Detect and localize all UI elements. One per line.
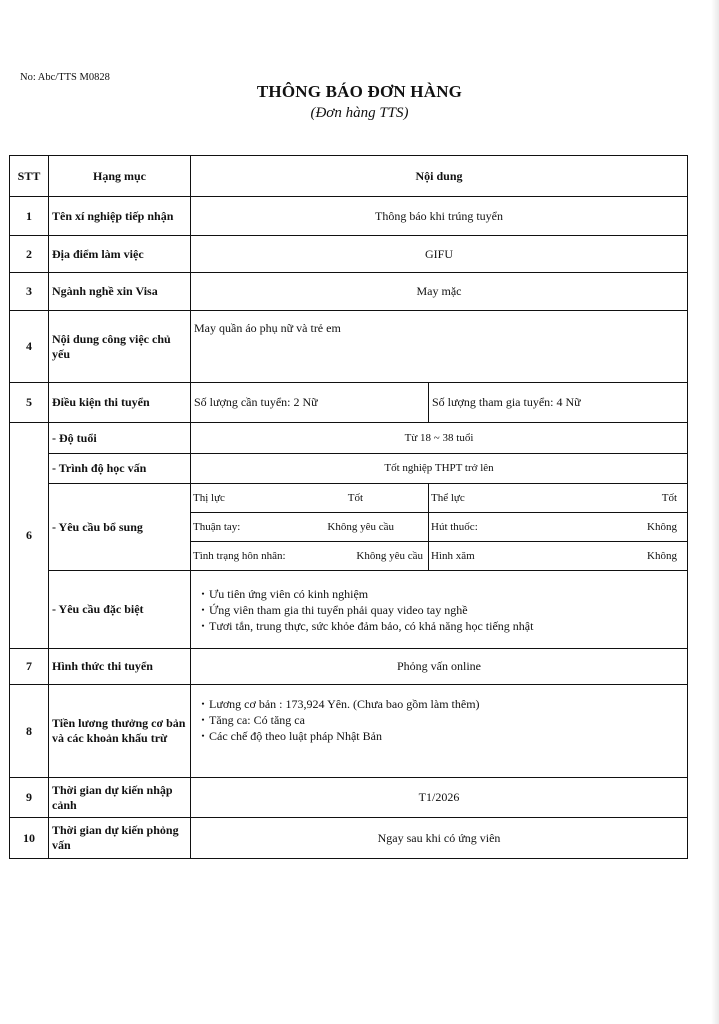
row-10-item: Thời gian dự kiến phỏng vấn: [52, 823, 179, 852]
row-6-stt: 6: [26, 528, 32, 542]
row-1-value: Thông báo khi trúng tuyển: [375, 208, 503, 223]
row-5-value-right: Số lượng tham gia tuyển: 4 Nữ: [432, 395, 581, 409]
row-2-stt: 2: [26, 246, 32, 261]
tattoo-value: Không: [647, 550, 677, 562]
smoking-value: Không: [647, 521, 677, 533]
list-item: ・Tươi tắn, trung thực, sức khỏe đảm bảo, có khả năng học tiếng nhật: [197, 618, 534, 633]
row-1-stt: 1: [26, 208, 32, 223]
header-item: Hạng mục: [92, 168, 146, 183]
row-3-stt: 3: [26, 284, 32, 298]
list-item: ・Ứng viên tham gia thi tuyển phải quay video tay nghề: [197, 602, 468, 617]
row-7-value: Phỏng vấn online: [397, 659, 481, 673]
row-4-item: Nội dung công việc chủ yếu: [52, 331, 171, 361]
row-8-item: Tiền lương thưởng cơ bản và các khoản khấu trừ: [52, 716, 186, 745]
row-2-item: Địa điểm làm việc: [52, 246, 144, 261]
list-item: ・Tăng ca: Có tăng ca: [197, 713, 305, 727]
page-edge-shadow: [711, 0, 719, 1024]
tattoo-cell: [429, 542, 687, 570]
smoking-label: Hút thuốc:: [431, 521, 478, 533]
row-8-stt: 8: [26, 723, 32, 738]
document-number: No: Abc/TTS M0828: [20, 72, 110, 83]
row-3-item: Ngành nghề xin Visa: [52, 284, 158, 298]
row-6-education-value: Tốt nghiệp THPT trở lên: [384, 462, 494, 474]
header-content: Nội dung: [415, 168, 463, 183]
row-6-special-list: [191, 571, 687, 648]
row-6-age-value: Từ 18 ~ 38 tuổi: [404, 431, 474, 444]
row-6-education-label: - Trình độ học vấn: [52, 461, 147, 475]
row-6-age-label: - Độ tuổi: [52, 430, 97, 445]
handedness-value: Không yêu cầu: [327, 521, 394, 533]
marital-value: Không yêu cầu: [356, 550, 423, 562]
list-item: ・Các chế độ theo luật pháp Nhật Bản: [197, 729, 382, 743]
row-8-list: [191, 685, 687, 755]
row-5-value-left: Số lượng cần tuyển: 2 Nữ: [194, 395, 318, 409]
row-9-item: Thời gian dự kiến nhập cảnh: [52, 782, 173, 812]
row-3-value: May mặc: [416, 284, 462, 298]
eyesight-cell: [191, 484, 428, 512]
marital-cell: [191, 542, 428, 570]
row-7-stt: 7: [26, 659, 32, 673]
row-7-item: Hình thức thi tuyển: [52, 659, 153, 673]
order-table: [9, 155, 688, 859]
fitness-label: Thể lực: [431, 492, 465, 504]
list-item: ・Lương cơ bản : 173,924 Yên. (Chưa bao gồm làm thêm): [197, 697, 480, 711]
fitness-value: Tốt: [661, 492, 677, 504]
row-9-stt: 9: [26, 790, 32, 804]
handedness-cell: [191, 513, 428, 541]
row-5-stt: 5: [26, 395, 32, 409]
smoking-cell: [429, 513, 687, 541]
document-subtitle: (Đơn hàng TTS): [310, 105, 409, 121]
row-2-value: GIFU: [424, 246, 453, 261]
list-item: ・Ưu tiên ứng viên có kinh nghiệm: [197, 586, 369, 601]
document-title: THÔNG BÁO ĐƠN HÀNG: [256, 82, 463, 101]
header-stt: STT: [17, 168, 41, 183]
row-6-extra-label: - Yêu cầu bổ sung: [52, 519, 143, 534]
row-10-value: Ngay sau khi có ứng viên: [377, 830, 501, 845]
tattoo-label: Hình xăm: [431, 550, 475, 562]
handedness-label: Thuận tay:: [193, 521, 241, 533]
eyesight-label: Thị lực: [193, 492, 225, 504]
marital-label: Tình trạng hôn nhân:: [193, 550, 286, 562]
row-4-value: May quần áo phụ nữ và trẻ em: [194, 321, 341, 335]
eyesight-value: Tốt: [347, 492, 363, 504]
row-6-special-label: - Yêu cầu đặc biệt: [52, 602, 144, 616]
fitness-cell: [429, 484, 687, 512]
row-10-stt: 10: [23, 830, 35, 845]
row-9-value: T1/2026: [418, 790, 460, 804]
row-5-item: Điều kiện thi tuyển: [52, 395, 150, 409]
row-1-item: Tên xí nghiệp tiếp nhận: [52, 208, 174, 223]
row-4-stt: 4: [26, 339, 32, 353]
